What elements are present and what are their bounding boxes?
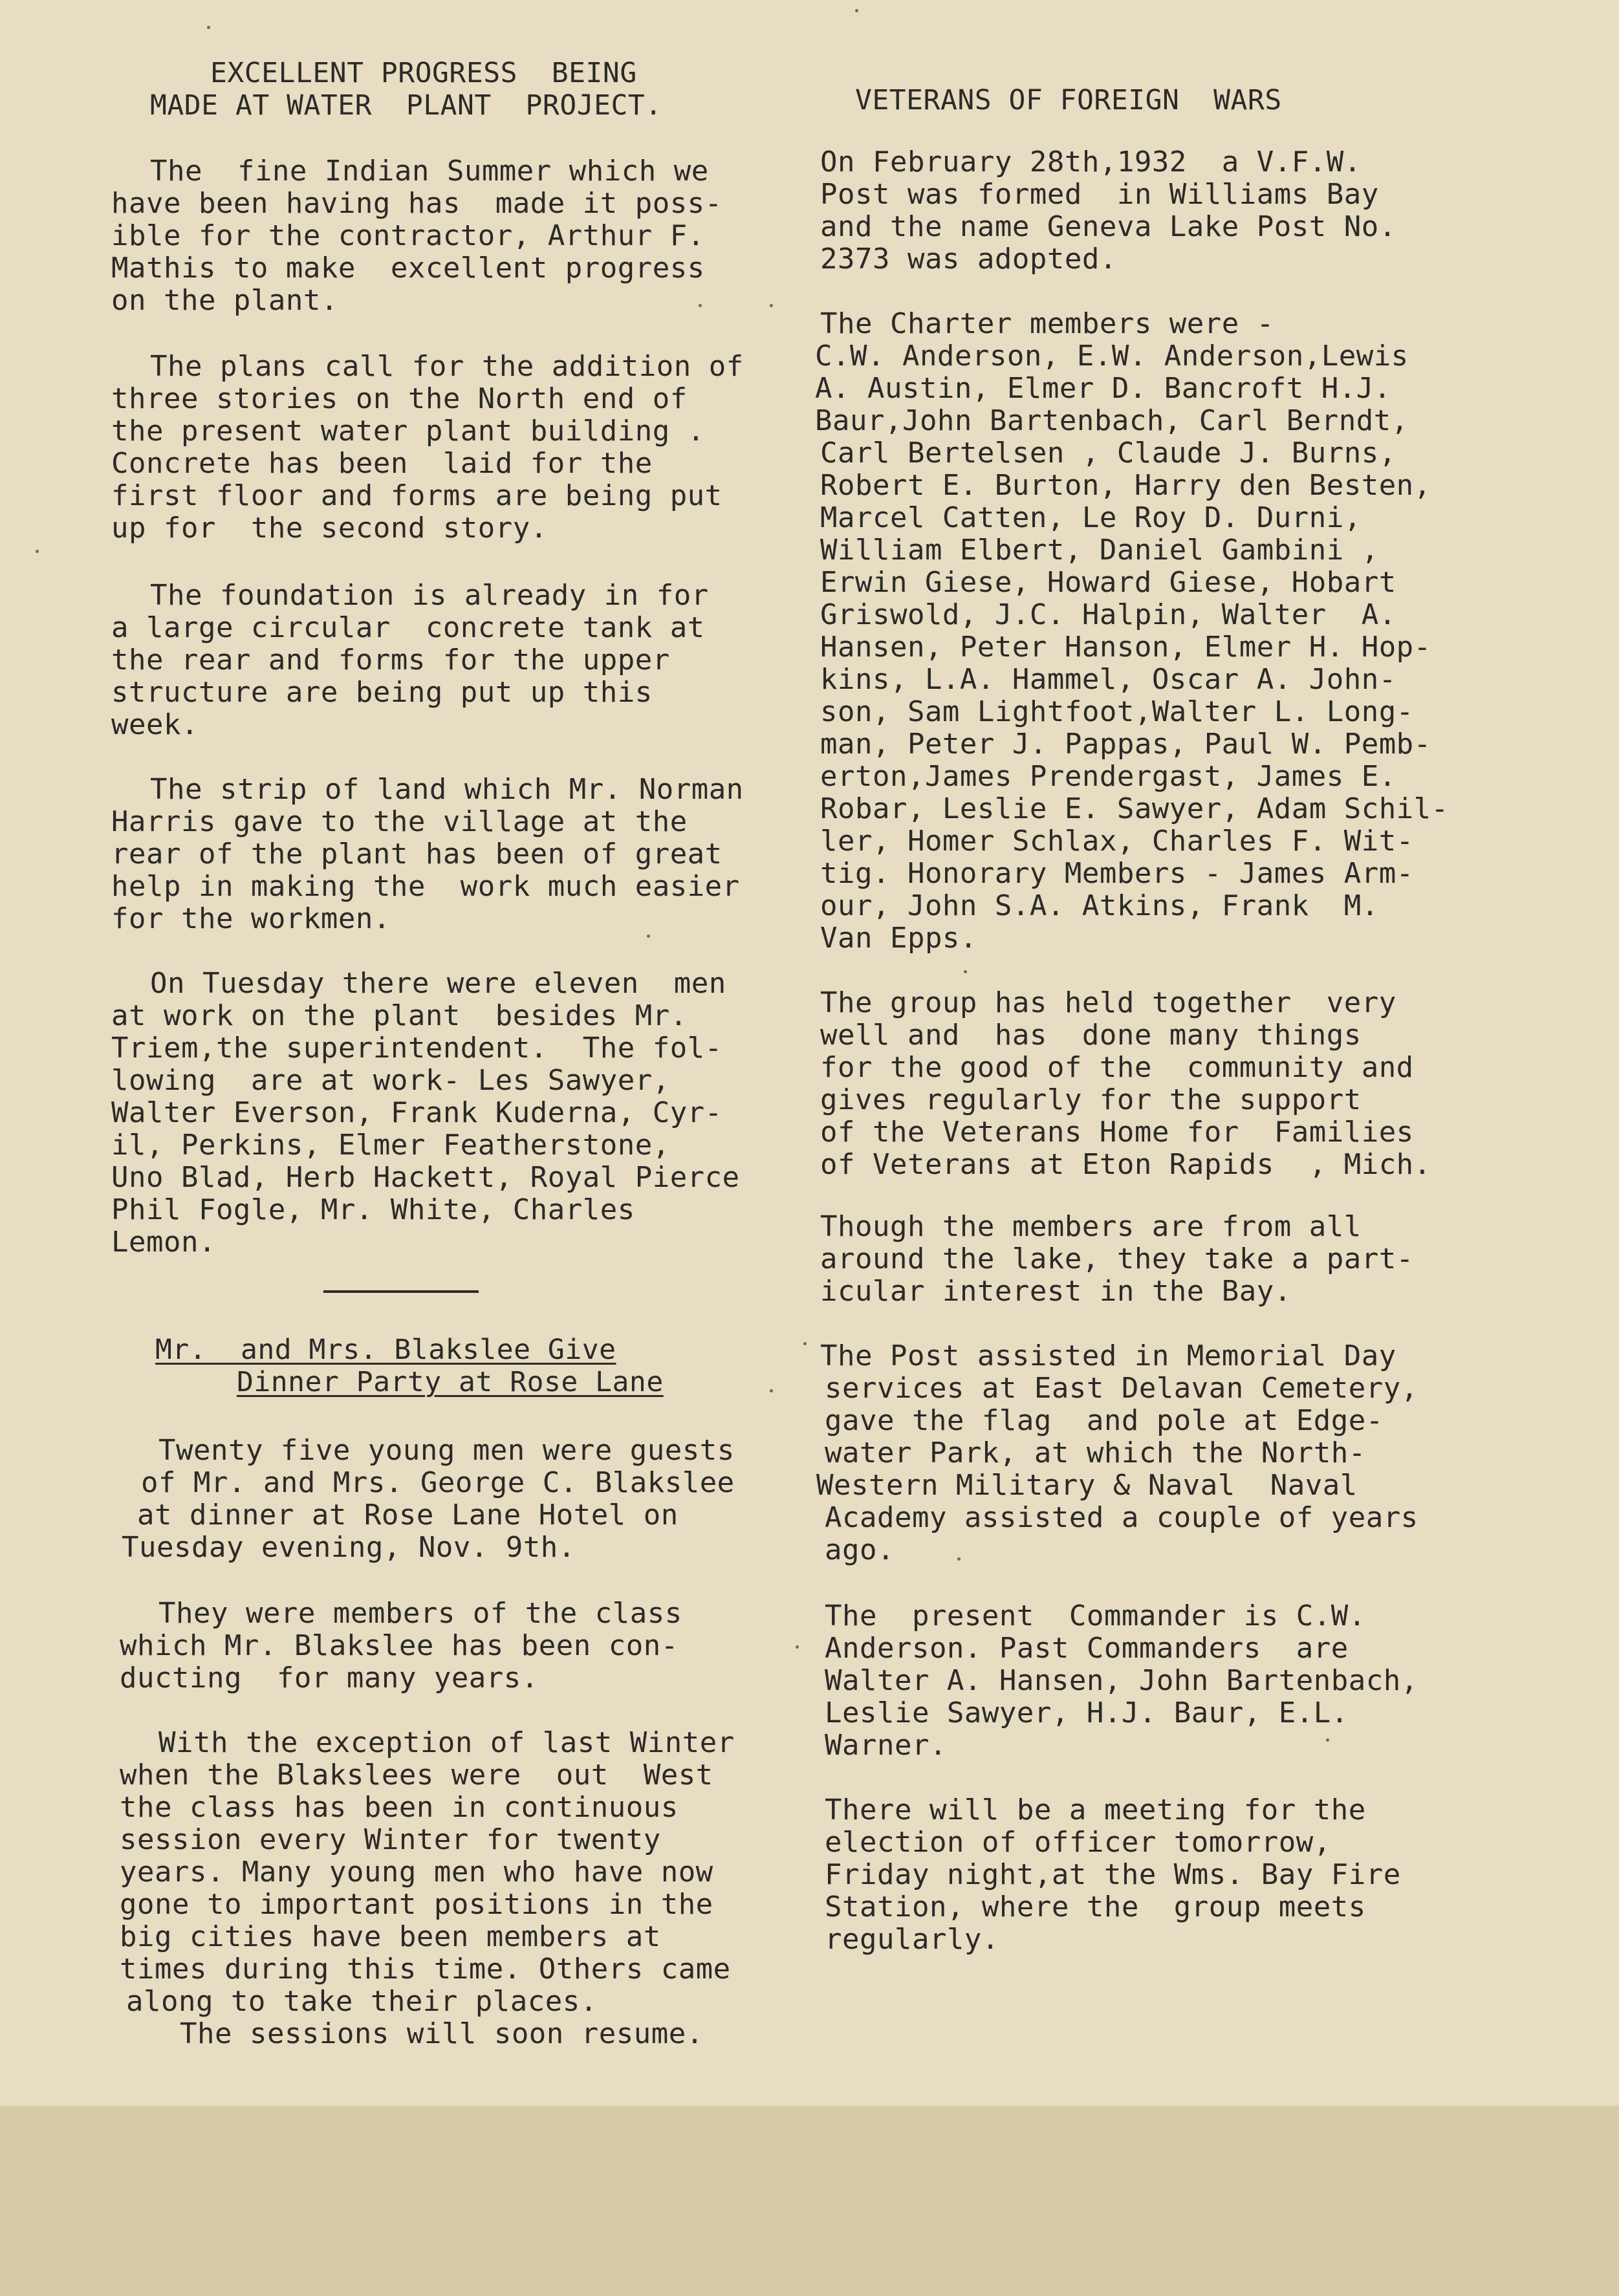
water-plant-p3-line: The foundation is already in for [150,579,709,612]
water-plant-p4-line: Harris gave to the village at the [111,805,688,838]
vfw-p5-line: gave the flag and pole at Edge- [825,1404,1384,1437]
vfw-p2-line: man, Peter J. Pappas, Paul W. Pemb- [820,728,1431,761]
vfw-p1-line: and the name Geneva Lake Post No. [820,210,1396,243]
ink-speck [770,304,773,307]
vfw-p2-line: Carl Bertelsen , Claude J. Burns, [820,437,1396,470]
vfw-p5-line: water Park, at which the North- [825,1436,1366,1469]
blakslee-p3-line: session every Winter for twenty [120,1823,661,1856]
vfw-p2-line: William Elbert, Daniel Gambini , [820,534,1379,567]
vfw-p2-line: Robar, Leslie E. Sawyer, Adam Schil- [820,792,1449,825]
water-plant-p5-line: Triem,the superintendent. The fol- [111,1032,723,1065]
ink-speck [957,1557,961,1561]
water-plant-p3-line: week. [111,708,199,741]
water-plant-p5-line: lowing are at work- Les Sawyer, [111,1064,670,1097]
water-plant-p5-line: Uno Blad, Herb Hackett, Royal Pierce [111,1161,740,1194]
blakslee-p3-line: big cities have been members at [120,1920,661,1953]
vfw-p2-line: Erwin Giese, Howard Giese, Hobart [820,566,1396,599]
water-plant-p5-line: Phil Fogle, Mr. White, Charles [111,1193,635,1226]
vfw-p7-line: Station, where the group meets [825,1890,1366,1923]
vfw-p5-line: Academy assisted a couple of years [825,1501,1418,1534]
water-plant-p3-line: the rear and forms for the upper [111,644,670,677]
water-plant-p1-line: The fine Indian Summer which we [150,155,709,188]
vfw-p3-line: The group has held together very [820,986,1396,1019]
vfw-p2-line: tig. Honorary Members - James Arm- [820,857,1414,890]
vfw-p7-line: There will be a meeting for the [825,1793,1366,1826]
vfw-p6-line: Walter A. Hansen, John Bartenbach, [825,1664,1418,1697]
vfw-p5-line: Western Military & Naval Naval [816,1469,1358,1502]
ink-speck [1326,1738,1329,1742]
water-plant-p1-line: ible for the contractor, Arthur F. [111,219,705,252]
vfw-p2-line: our, John S.A. Atkins, Frank M. [820,889,1379,922]
vfw-p7-line: Friday night,at the Wms. Bay Fire [825,1858,1401,1891]
blakslee-p3-line: With the exception of last Winter [158,1726,735,1759]
blakslee-p2-line: which Mr. Blakslee has been con- [120,1629,679,1662]
vfw-p6-line: The present Commander is C.W. [825,1599,1366,1632]
vfw-p4-line: Though the members are from all [820,1210,1362,1243]
vfw-p2-line: kins, L.A. Hammel, Oscar A. John- [820,663,1396,696]
vfw-p2-line: The Charter members were - [820,307,1274,340]
blakslee-p1-line: Tuesday evening, Nov. 9th. [122,1531,576,1564]
vfw-p3-line: for the good of the community and [820,1051,1414,1084]
water-plant-p3-line: a large circular concrete tank at [111,611,705,644]
blakslee-p3-line: the class has been in continuous [120,1791,679,1824]
vfw-p2-line: ler, Homer Schlax, Charles F. Wit- [820,825,1414,858]
blakslee-p1-line: at dinner at Rose Lane Hotel on [137,1499,679,1532]
blakslee-p3-line: The sessions will soon resume. [180,2017,704,2050]
water-plant-p5-line: at work on the plant besides Mr. [111,999,688,1032]
water-plant-p2-line: the present water plant building . [111,415,705,448]
ink-speck [770,1389,773,1392]
vfw-p2-line: Griswold, J.C. Halpin, Walter A. [820,598,1396,631]
blakslee-p1-line: Twenty five young men were guests [158,1434,735,1467]
vfw-p2-line: C.W. Anderson, E.W. Anderson,Lewis [815,340,1409,373]
vfw-p3-line: of Veterans at Eton Rapids , Mich. [820,1148,1431,1181]
ink-speck [855,9,858,12]
water-plant-p4-line: The strip of land which Mr. Norman [150,773,744,806]
blakslee-p3-line: times during this time. Others came [120,1953,731,1986]
headline-water-plant-line-2: MADE AT WATER PLANT PROJECT. [150,89,662,122]
ink-speck [964,970,967,973]
ink-speck [647,935,650,938]
vfw-p6-line: Warner. [825,1729,947,1762]
headline-blakslee-line-2: Dinner Party at Rose Lane [237,1366,664,1398]
vfw-p4-line: icular interest in the Bay. [820,1275,1292,1308]
water-plant-p2-line: up for the second story. [111,512,548,545]
ink-speck [36,550,39,553]
vfw-p1-line: Post was formed in Williams Bay [820,178,1379,211]
blakslee-p3-line: when the Blakslees were out West [120,1759,713,1792]
vfw-p2-line: erton,James Prendergast, James E. [820,760,1396,793]
vfw-p5-line: services at East Delavan Cemetery, [825,1372,1418,1405]
water-plant-p4-line: help in making the work much easier [111,870,740,903]
vfw-p7-line: regularly. [825,1923,999,1956]
vfw-p1-line: On February 28th,1932 a V.F.W. [820,146,1362,179]
ink-speck [207,26,210,29]
water-plant-p1-line: on the plant. [111,284,338,317]
ink-speck [796,1645,799,1649]
vfw-p6-line: Leslie Sawyer, H.J. Baur, E.L. [825,1696,1349,1729]
blakslee-p1-line: of Mr. and Mrs. George C. Blakslee [141,1466,735,1499]
water-plant-p5-line: il, Perkins, Elmer Featherstone, [111,1129,670,1162]
vfw-p3-line: well and has done many things [820,1019,1362,1052]
vfw-p1-line: 2373 was adopted. [820,243,1117,276]
blakslee-p2-line: ducting for many years. [120,1662,539,1695]
headline-vfw: VETERANS OF FOREIGN WARS [855,84,1282,116]
water-plant-p5-line: Lemon. [111,1226,216,1259]
vfw-p5-line: ago. [825,1533,895,1566]
water-plant-p5-line: On Tuesday there were eleven men [150,967,726,1000]
vfw-p2-line: Marcel Catten, Le Roy D. Durni, [820,501,1362,534]
vfw-p3-line: of the Veterans Home for Families [820,1116,1414,1149]
water-plant-p4-line: for the workmen. [111,902,391,935]
water-plant-p3-line: structure are being put up this [111,676,653,709]
vfw-p2-line: son, Sam Lightfoot,Walter L. Long- [820,695,1414,728]
vfw-p3-line: gives regularly for the support [820,1083,1362,1116]
blakslee-p3-line: gone to important positions in the [120,1888,713,1921]
headline-blakslee-line-1: Mr. and Mrs. Blakslee Give [155,1334,616,1366]
vfw-p2-line: Baur,John Bartenbach, Carl Berndt, [815,404,1409,437]
vfw-p2-line: A. Austin, Elmer D. Bancroft H.J. [815,372,1391,405]
blakslee-p3-line: years. Many young men who have now [120,1856,713,1889]
vfw-p6-line: Anderson. Past Commanders are [825,1632,1349,1665]
water-plant-p1-line: Mathis to make excellent progress [111,252,705,285]
ink-speck [803,1342,807,1345]
blakslee-p3-line: along to take their places. [126,1985,598,2018]
water-plant-p4-line: rear of the plant has been of great [111,838,723,871]
water-plant-p2-line: first floor and forms are being put [111,479,723,512]
vfw-p7-line: election of officer tomorrow, [825,1826,1331,1859]
blakslee-p2-line: They were members of the class [158,1597,682,1630]
vfw-p4-line: around the lake, they take a part- [820,1242,1414,1275]
vfw-p2-line: Van Epps. [820,922,977,955]
vfw-p2-line: Robert E. Burton, Harry den Besten, [820,469,1431,502]
water-plant-p2-line: Concrete has been laid for the [111,447,653,480]
headline-water-plant-line-1: EXCELLENT PROGRESS BEING [210,57,637,89]
water-plant-p5-line: Walter Everson, Frank Kuderna, Cyr- [111,1096,723,1129]
water-plant-p1-line: have been having has made it poss- [111,187,723,220]
ink-speck [699,304,702,307]
water-plant-p2-line: The plans call for the addition of [150,350,744,383]
vfw-p2-line: Hansen, Peter Hanson, Elmer H. Hop- [820,631,1431,664]
vfw-p5-line: The Post assisted in Memorial Day [820,1339,1396,1372]
water-plant-p2-line: three stories on the North end of [111,382,688,415]
